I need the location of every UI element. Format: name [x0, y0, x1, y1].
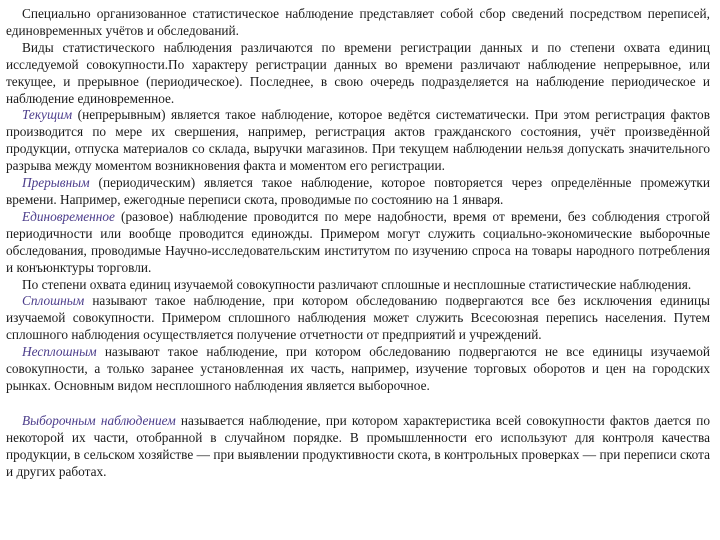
term-partial: Несплошным [22, 344, 97, 360]
paragraph-current: Текущим (непрерывным) является такое наблюдение, которое ведётся систематически. При этом регистрация фактов производится по мере их свершения, например, регистрация актов гражданского состояния, учёт произведённой продукции, отпуска материалов со склада, выручки магазинов. При текущем наблюдении нельзя допускать значительного разрыва между моментом возникновения факта и моментом его регистрации. [6, 107, 710, 174]
paragraph-types: Виды статистического наблюдения различаются по времени регистрации данных и по степени охвата единиц исследуемой совокупности.По характеру регистрации данных во времени различают наблюдение непрерывное, или текущее, и прерывное (периодическое). Последнее, в свою очередь подразделяется на наблюдение периодическое и наблюдение единовременное. [6, 39, 710, 106]
paragraph-one-time: Единовременное (разовое) наблюдение проводится по мере надобности, время от времени, без соблюдения строгой периодичности или вообще проводится единожды. Примером могут служить социально-экономические выборочные обследования, проводимые Научно-исследовательским институтом по изучению спроса на товары народного потребления и конъюнктуры торговли. [6, 208, 710, 275]
paragraph-sample: Выборочным наблюдением называется наблюдение, при котором характеристика всей совокупности фактов дается по некоторой их части, отобранной в случайном порядке. В промышленности его используют для контроля качества продукции, в сельском хозяйстве — при выявлении продуктивности скота, в контрольных проверках — при переписи скота и других работах. [6, 412, 710, 479]
term-periodic: Прерывным [22, 175, 90, 191]
paragraph-intro: Специально организованное статистическое наблюдение представляет собой сбор сведений посредством переписей, единовременных учётов и обследований. [6, 6, 710, 38]
paragraph-coverage: По степени охвата единиц изучаемой совокупности различают сплошные и несплошные статистические наблюдения. [22, 276, 692, 292]
paragraph-periodic: Прерывным (периодическим) является такое наблюдение, которое повторяется через определённые промежутки времени. Например, ежегодные переписи скота, проводимые по состоянию на 1 января. [6, 175, 710, 207]
term-current: Текущим [22, 107, 73, 123]
paragraph-partial: Несплошным называют такое наблюдение, при котором обследованию подвергаются не все единицы изучаемой совокупности, а только заранее установленная их часть, например, изучение торговых оборотов и цен на городских рынках. Основным видом несплошного наблюдения является выборочное. [6, 344, 710, 393]
paragraph-gap [6, 395, 710, 413]
term-one-time: Единовременное [22, 208, 115, 224]
term-complete: Сплошным [22, 293, 85, 309]
document-body [6, 6, 710, 480]
term-sample: Выборочным наблюдением [22, 412, 176, 428]
paragraph-complete: Сплошным называют такое наблюдение, при котором обследованию подвергаются все без исключения единицы изучаемой совокупности. Примером сплошного наблюдения может служить Всесоюзная перепись населения. Путем сплошного наблюдения осуществляется получение отчетности от предприятий и учреждений. [6, 293, 710, 343]
